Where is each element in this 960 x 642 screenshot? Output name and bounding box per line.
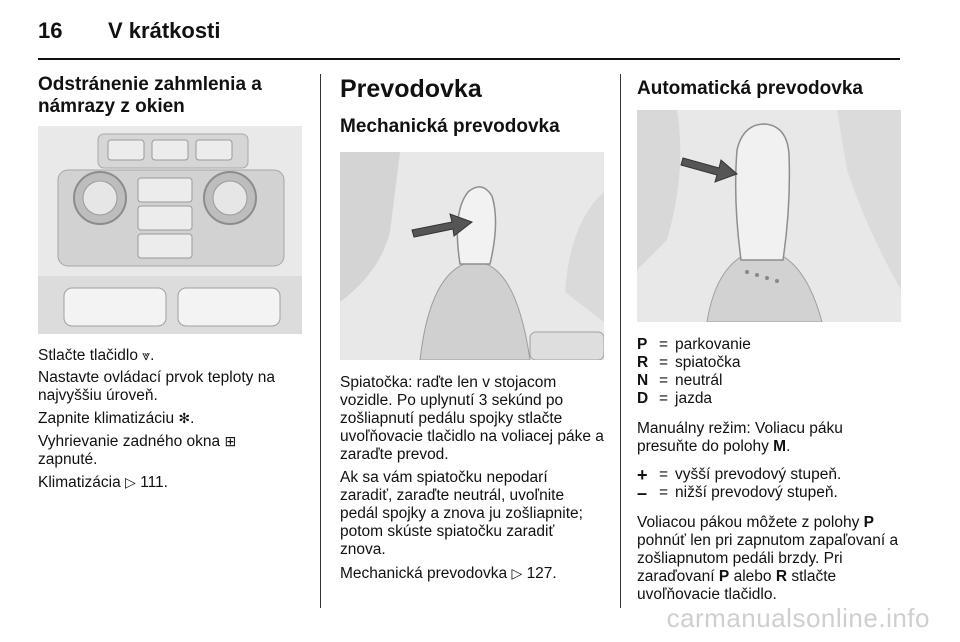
automatic-selector-illustration (637, 110, 901, 322)
defog-step-2: Nastavte ovládací prvok teploty na najvyššiu úroveň. (38, 369, 275, 404)
gear-legend (637, 336, 901, 408)
park-release-text: Voliacou pákou môžete z polohy P pohnúť len pri zapnutom zapaľovaní a zošliapnutom pedáli brzdy. Pri zaraďovaní P alebo R stlačte uvoľňovacie tlačidlo. (637, 514, 899, 603)
column-defog (38, 74, 306, 492)
page-reference-arrow-icon: ▷ (511, 565, 523, 581)
climate-panel-illustration (38, 126, 302, 334)
watermark: carmanualsonline.info (666, 603, 930, 633)
manual-mode-legend (637, 466, 901, 502)
automatic-selector-photo (637, 110, 901, 322)
reverse-gear-text: Spiatočka: raďte len v stojacom vozidle. Po uplynutí 3 sekúnd po zošliapnutí pedálu spojky stlačte uvoľňovacie tlačidlo na voliacej páke a zaraďte prevod. (340, 374, 604, 463)
column-divider-1 (320, 74, 321, 608)
defog-step-4: Vyhrievanie zadného okna ⊞ zapnuté. (38, 433, 237, 468)
manual-mode-text: Manuálny režim: Voliacu páku presuňte do polohy M. (637, 420, 843, 455)
transmission-title: Prevodovka (340, 75, 482, 103)
manual-transmission-heading: Mechanická prevodovka (340, 116, 560, 137)
legend-row: P = parkovanie (637, 336, 751, 353)
climate-panel-photo (38, 126, 302, 334)
legend-row: D = jazda (637, 390, 713, 407)
legend-row-plus: + = vyšší prevodový stupeň. (637, 465, 842, 485)
column-automatic (637, 74, 901, 604)
manual-gearshift-illustration (340, 152, 604, 360)
legend-row: N = neutrál (637, 372, 723, 389)
reverse-gear-retry-text: Ak sa vám spiatočku nepodarí zaradiť, zaraďte neutrál, uvoľnite pedál spojky a znova ju zošliapnite; potom skúste spiatočku zaradiť znova. (340, 469, 583, 558)
rear-window-heating-icon: ⊞ (224, 433, 237, 449)
legend-row: R = spiatočka (637, 354, 741, 371)
defog-step-3: Zapnite klimatizáciu ✻. (38, 410, 195, 427)
defog-step-1: Stlačte tlačidlo ⩔. (38, 347, 155, 364)
header-rule (38, 58, 900, 60)
page-header (38, 14, 221, 48)
manual-transmission-reference: Mechanická prevodovka ▷ 127. (340, 565, 557, 582)
page-number: 16 (38, 18, 63, 43)
page-reference-arrow-icon: ▷ (125, 474, 136, 490)
defog-heading: Odstránenie zahmlenia a námrazy z okien (38, 74, 262, 117)
column-transmission (340, 74, 604, 583)
defog-reference: Klimatizácia ▷ 111. (38, 474, 168, 491)
column-divider-2 (620, 74, 621, 608)
legend-row-minus: – = nižší prevodový stupeň. (637, 483, 838, 503)
snowflake-icon: ✻ (178, 410, 191, 426)
automatic-transmission-heading: Automatická prevodovka (637, 78, 863, 99)
windscreen-defrost-icon: ⩔ (142, 347, 151, 363)
manual-gearshift-photo (340, 152, 604, 360)
page-title: V krátkosti (108, 18, 221, 43)
